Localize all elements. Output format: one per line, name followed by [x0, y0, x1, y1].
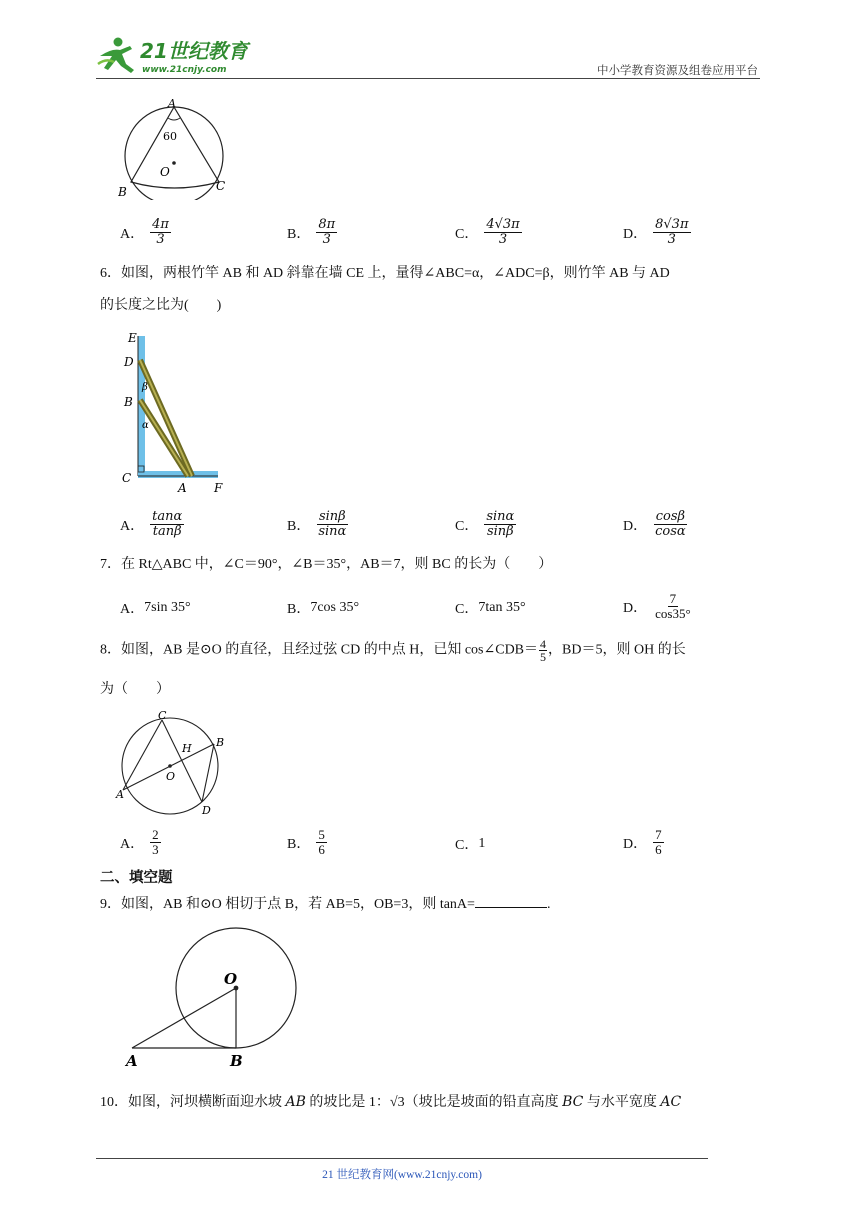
q9-tangent-figure	[120, 920, 310, 1070]
q8-label-h: H	[182, 742, 192, 755]
q6-text-line1: 6．如图，两根竹竿 AB 和 AD 斜靠在墙 CE 上，量得∠ABC=α，∠ADC=β，则竹竿 AB 与 AD	[100, 266, 670, 281]
q6-option-d[interactable]: D． $\frac{\cos\beta}{\cos\alpha}$	[623, 509, 686, 539]
q5-option-c[interactable]: C． $\frac{4√3\pi}{3}$	[455, 217, 520, 247]
q8-circle-figure	[114, 708, 236, 816]
q6-option-b[interactable]: B． $\frac{\sin\beta}{\sin\alpha}$	[287, 509, 347, 539]
q5-option-b[interactable]: B． $\frac{8\pi}{3}$	[287, 217, 336, 247]
q5-option-d[interactable]: D． $\frac{8√3\pi}{3}$	[623, 217, 689, 247]
section-title-fill-blank: 二、填空题	[100, 870, 173, 886]
q7-option-b[interactable]: B． 7cos 35°	[287, 600, 360, 617]
q5-circle-figure	[118, 96, 238, 200]
q6-label-a: A	[178, 481, 187, 495]
q5-label-c: C	[216, 179, 226, 193]
q9-label-a: A	[126, 1052, 138, 1070]
q6-label-alpha: α	[142, 420, 149, 431]
header-slogan: 中小学教育资源及组卷应用平台	[597, 63, 758, 77]
q5-label-o: O	[160, 165, 170, 179]
q8-option-b[interactable]: B． $\frac{5}{6}$	[287, 827, 325, 857]
q7-option-d[interactable]: D． $\frac{7}{\cos 35^\circ}$	[623, 591, 691, 621]
q6-option-a[interactable]: A． $\frac{\tan\alpha}{\tan\beta}$	[120, 509, 183, 539]
q7-option-c[interactable]: C． 7tan 35°	[455, 600, 526, 617]
q9-answer-blank[interactable]	[475, 893, 547, 908]
logo-title: 21世纪教育	[140, 39, 248, 63]
q5-label-a: A	[168, 97, 176, 110]
q8-label-c: C	[158, 709, 167, 722]
q6-label-e: E	[128, 331, 137, 345]
q7-option-a[interactable]: A． 7sin 35°	[120, 600, 191, 617]
site-logo	[96, 34, 266, 78]
q8-label-b: B	[216, 736, 225, 749]
q6-label-f: F	[214, 481, 223, 495]
footer-text[interactable]: 21 世纪教育网(www.21cnjy.com)	[322, 1169, 482, 1181]
q6-label-d: D	[124, 355, 134, 369]
q8-option-d[interactable]: D． $\frac{7}{6}$	[623, 827, 662, 857]
q8-option-c[interactable]: C． 1	[455, 836, 486, 853]
runner-icon	[98, 38, 134, 74]
q9-text: 9．如图，AB 和⊙O 相切于点 B，若 AB=5，OB=3，则 tanA= .	[100, 893, 766, 917]
q5-label-60: 60	[163, 130, 177, 143]
q6-label-beta: β	[142, 382, 148, 393]
q8-label-o: O	[166, 770, 176, 783]
q6-text-line2: 的长度之比为( )	[100, 298, 222, 313]
q8-label-d: D	[202, 804, 211, 816]
header-divider	[96, 78, 760, 79]
q8-option-a[interactable]: A． $\frac{2}{3}$	[120, 827, 159, 857]
q8-text-line2: 为（ ）	[100, 682, 170, 697]
q8-label-a: A	[116, 788, 124, 801]
q10-text: 10．如图，河坝横断面迎水坡 AB 的坡比是 1：√3（坡比是坡面的铅直高度 BC 与水平宽度 AC	[100, 1094, 682, 1110]
logo-url: www.21cnjy.com	[142, 65, 227, 75]
q6-bamboo-figure	[118, 330, 230, 496]
q5-option-a[interactable]: A． $\frac{4\pi}{3}$	[120, 217, 169, 247]
q7-text: 7．在 Rt△ABC 中，∠C＝90°，∠B＝35°，AB＝7，则 BC 的长为（ ）	[100, 557, 553, 572]
q5-label-b: B	[118, 185, 127, 199]
q6-option-c[interactable]: C． $\frac{\sin\alpha}{\sin\beta}$	[455, 509, 515, 539]
footer-divider	[96, 1158, 708, 1159]
q8-text-line1: 8．如图，AB 是⊙O 的直径，且经过弦 CD 的中点 H，已知 cos∠CDB＝ $\frac{4}{5}$ ，BD＝5，则 OH 的长	[100, 637, 686, 664]
q6-label-c: C	[122, 471, 132, 485]
q9-label-b: B	[230, 1052, 243, 1070]
q6-label-b: B	[124, 395, 133, 409]
q9-label-o: O	[224, 970, 238, 988]
